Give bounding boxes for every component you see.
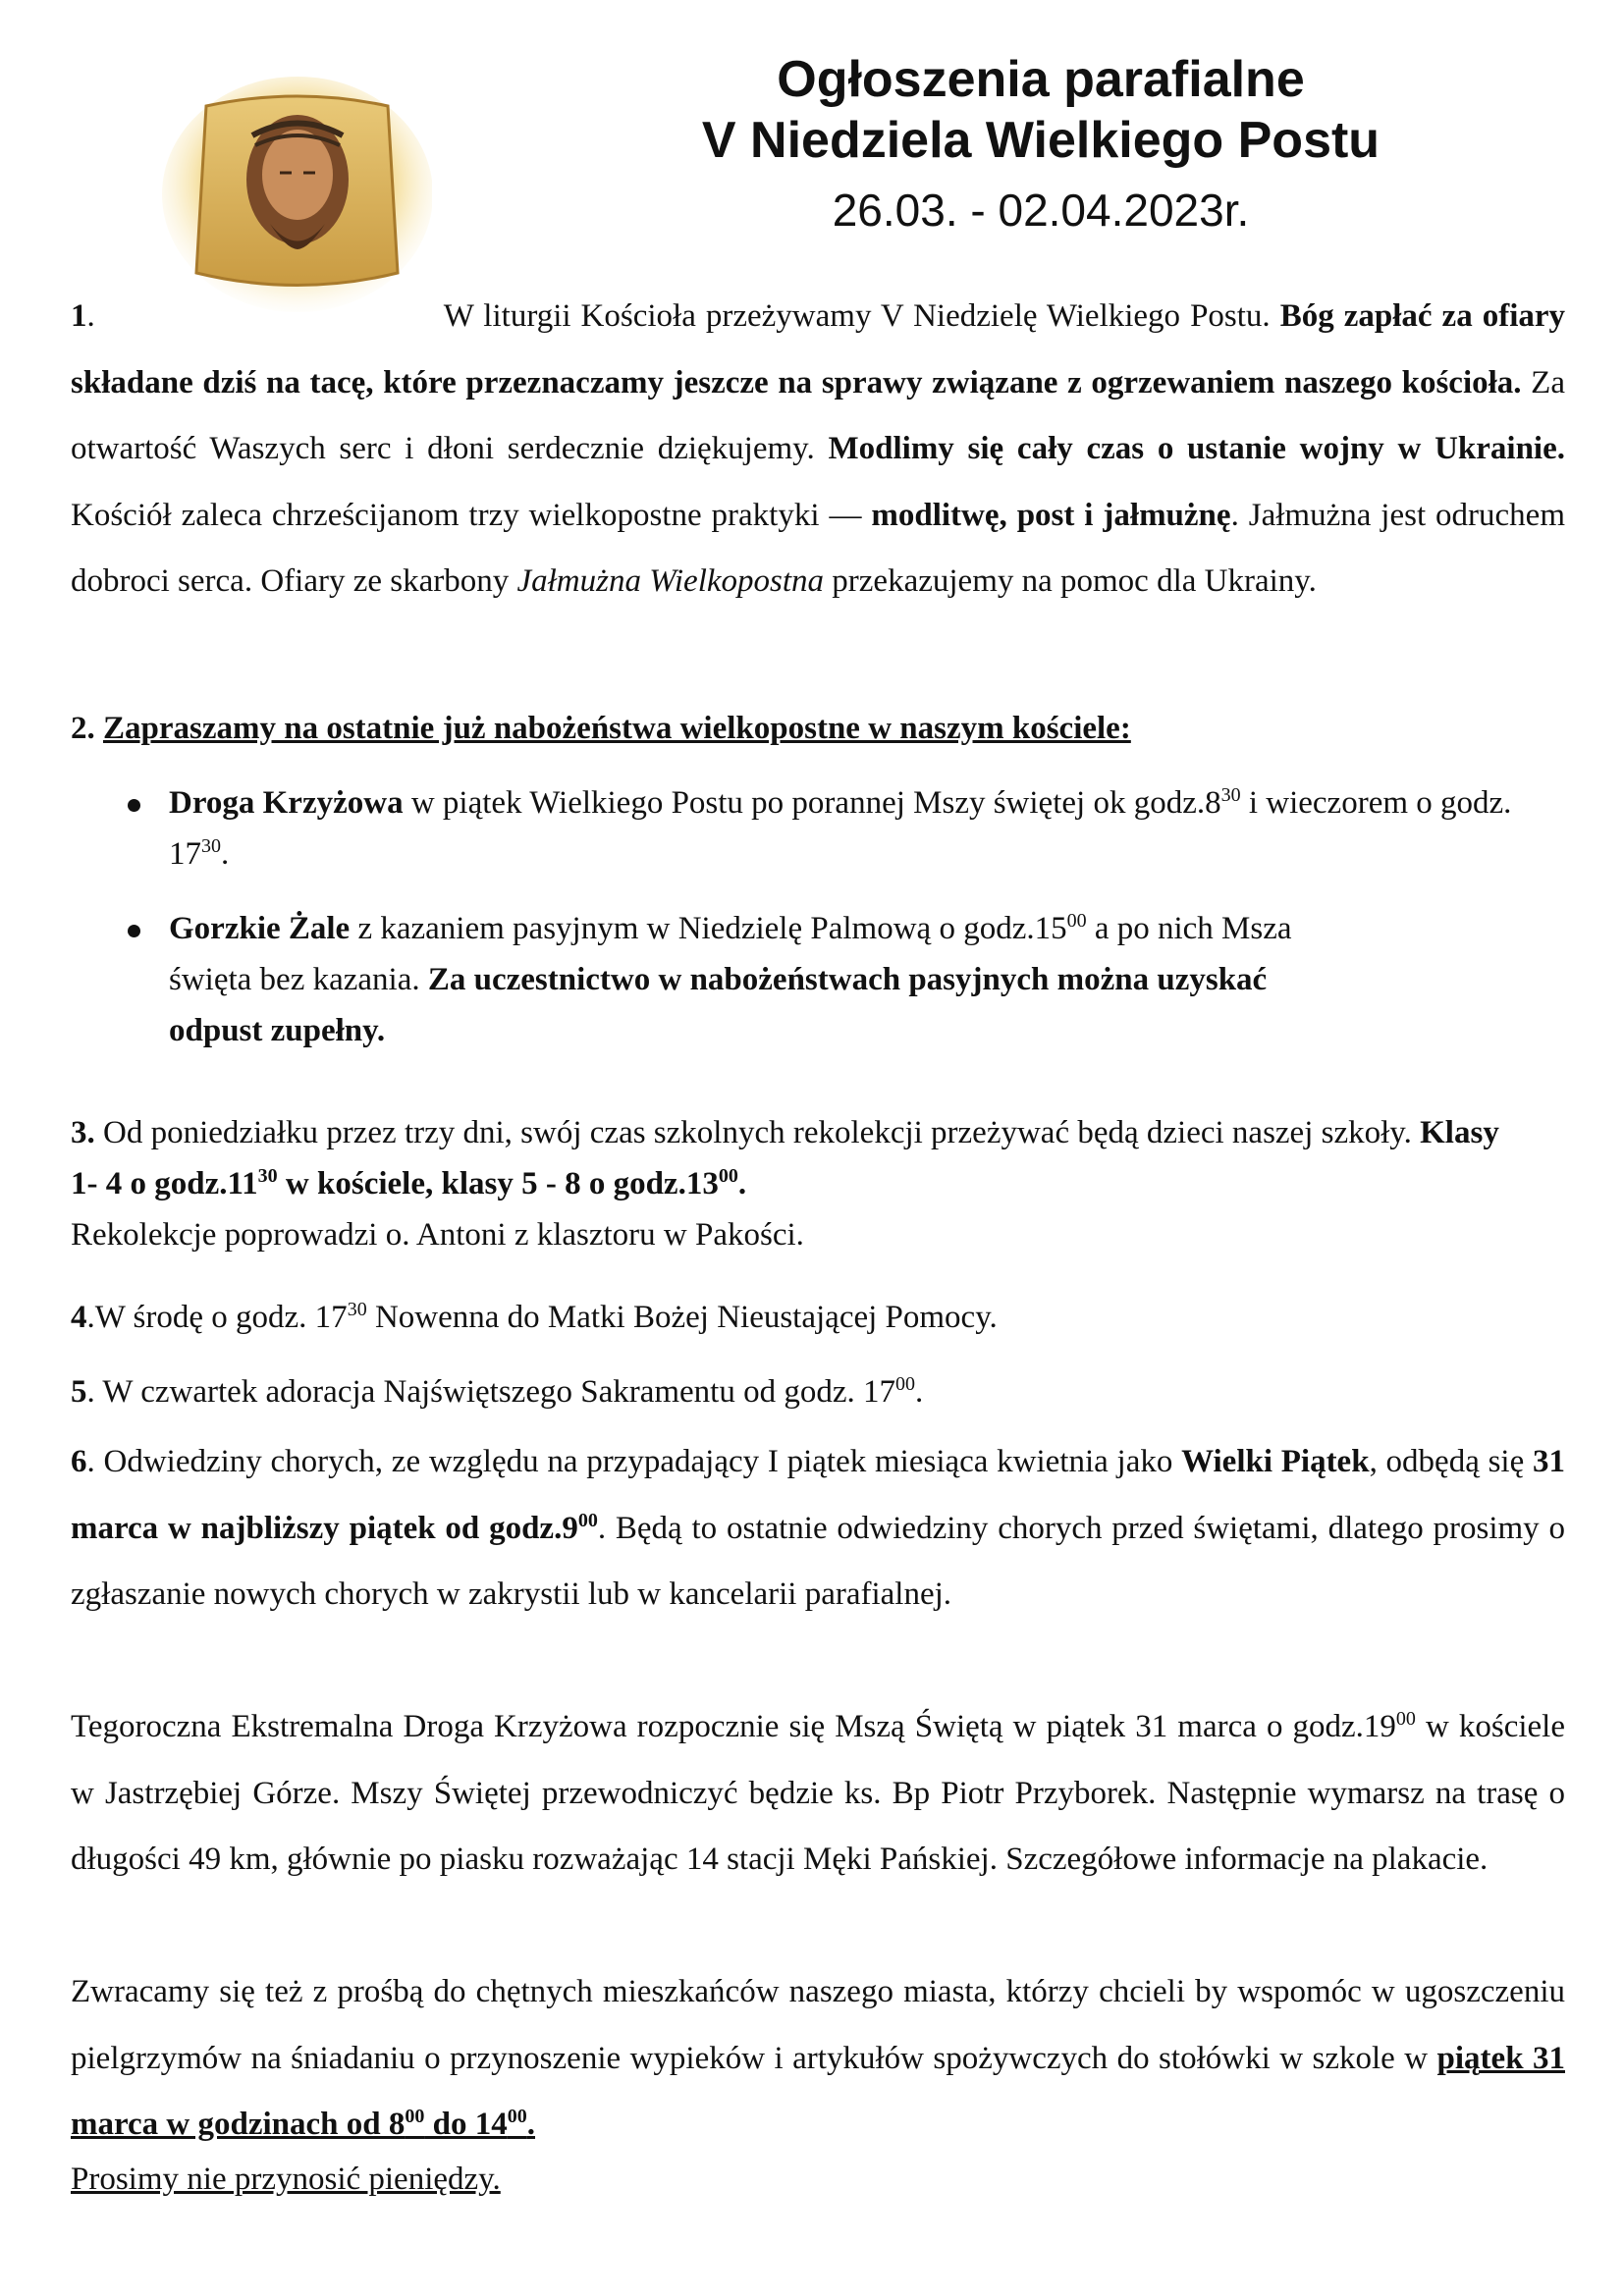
- text: w kościele, klasy 5 - 8 o godz.13: [277, 1166, 719, 1201]
- list-item: [71, 903, 1565, 1056]
- text: .: [526, 2107, 536, 2142]
- text: Od poniedziałku przez trzy dni, swój czas szkolnych rekolekcji przeżywać będą dzieci naszej szkoły.: [94, 1115, 1421, 1150]
- item-number: 3.: [71, 1115, 95, 1150]
- announcement-2: [71, 703, 1565, 1056]
- date-range: 26.03. - 02.04.2023r.: [832, 185, 1250, 236]
- text-bold: Droga Krzyżowa: [169, 785, 404, 821]
- item-number-dot: .: [86, 298, 95, 334]
- announcement-1: [71, 284, 1565, 615]
- superscript: 00: [1395, 1708, 1416, 1730]
- superscript: 00: [405, 2106, 425, 2127]
- item-number: 2.: [71, 711, 95, 746]
- text: Za otwartość Waszych serc i dłoni serdecznie dziękujemy.: [71, 364, 1565, 466]
- text: Kościół zaleca chrześcijanom trzy wielkopostne praktyki —: [71, 497, 872, 533]
- holy-face-veil-icon: [162, 77, 432, 312]
- list-item: [71, 777, 1565, 880]
- text-bold: Gorzkie Żale: [169, 911, 351, 946]
- superscript: 30: [257, 1165, 278, 1187]
- superscript: 30: [347, 1299, 367, 1320]
- announcement-7: [71, 1694, 1565, 1894]
- superscript: 00: [577, 1509, 598, 1531]
- closing-note: Prosimy nie przynosić pieniędzy.: [71, 2162, 501, 2197]
- text: . Będą to ostatnie odwiedziny chorych przed świętami, dlatego prosimy o zgłaszanie nowych chorych w zakrystii lub w kancelarii parafialnej.: [71, 1510, 1565, 1612]
- text: przekazujemy na pomoc dla Ukrainy.: [824, 563, 1317, 599]
- title-line-1: Ogłoszenia parafialne: [777, 51, 1305, 108]
- section-heading: Zapraszamy na ostatnie już nabożeństwa wielkopostne w naszym kościele:: [103, 711, 1131, 746]
- superscript: 30: [1220, 784, 1241, 806]
- text: .: [221, 836, 230, 872]
- text: piątek 31 marca w godzinach od 8: [71, 2040, 1565, 2142]
- announcement-3: [71, 1107, 1565, 1260]
- text-bold: Bóg zapłać za ofiary składane dziś na tacę, które przeznaczamy jeszcze na sprawy związane z ogrzewaniem naszego kościoła.: [71, 298, 1566, 400]
- superscript: 00: [718, 1165, 738, 1187]
- announcement-5: [71, 1366, 1565, 1417]
- text-bold: Wielki Piątek: [1181, 1444, 1370, 1479]
- text-bold: Modlimy się cały czas o ustanie wojny w Ukrainie.: [828, 431, 1565, 466]
- text: z kazaniem pasyjnym w Niedzielę Palmową o godz.15: [350, 911, 1067, 946]
- text: Tegoroczna Ekstremalna Droga Krzyżowa rozpocznie się Mszą Świętą w piątek 31 marca o godz.19: [71, 1709, 1396, 1744]
- superscript: 30: [201, 835, 221, 857]
- item-number: 1: [71, 298, 87, 334]
- announcement-4: [71, 1292, 1565, 1343]
- text: W liturgii Kościoła przeżywamy V Niedzielę Wielkiego Postu.: [443, 298, 1280, 334]
- superscript: 00: [1066, 910, 1087, 932]
- text: .: [915, 1374, 924, 1410]
- item-number: 4: [71, 1300, 87, 1335]
- text: . W czwartek adoracja Najświętszego Sakramentu od godz. 17: [86, 1374, 895, 1410]
- superscript: 00: [895, 1373, 915, 1395]
- superscript: 00: [507, 2106, 527, 2127]
- item-number: 6: [71, 1444, 87, 1479]
- text: Nowenna do Matki Bożej Nieustającej Pomocy.: [366, 1300, 998, 1335]
- item-number: 5: [71, 1374, 87, 1410]
- text-italic: Jałmużna Wielkopostna: [516, 563, 825, 599]
- announcement-8: [71, 1959, 1565, 2159]
- text: do 14: [424, 2107, 508, 2142]
- bullet-icon: [128, 799, 140, 812]
- text-bold: modlitwę, post i jałmużnę: [871, 497, 1231, 533]
- bullet-icon: [128, 925, 140, 937]
- announcement-6: [71, 1429, 1565, 1629]
- text-bold: Za uczestnictwo w nabożeństwach pasyjnych można uzyskać odpust zupełny.: [169, 962, 1268, 1048]
- text: 31 marca w najbliższy piątek od godz.9: [71, 1444, 1565, 1546]
- text: Klasy 1- 4 o godz.11: [71, 1115, 1499, 1201]
- text: .: [737, 1166, 747, 1201]
- text: a po nich Msza święta bez kazania.: [169, 911, 1292, 997]
- text: Zwracamy się też z prośbą do chętnych mieszkańców naszego miasta, którzy chcieli by wspomóc w ugoszczeniu pielgrzymów na śniadaniu o przynoszenie wypieków i artykułów spożywczych do stołówki w szkole w: [71, 1974, 1565, 2076]
- title-line-2: V Niedziela Wielkiego Postu: [701, 112, 1380, 169]
- text: w piątek Wielkiego Postu po porannej Mszy świętej ok godz.8: [403, 785, 1221, 821]
- text: w kościele w Jastrzębiej Górze. Mszy Świętej przewodniczyć będzie ks. Bp Piotr Przyborek. Następnie wymarsz na trasę o długości 49 km, głównie po piasku rozważając 14 stacji Męki Pańskiej. Szczegółowe informacje na plakacie.: [71, 1709, 1566, 1877]
- text: .W środę o godz. 17: [86, 1300, 348, 1335]
- text: . Jałmużna jest odruchem dobroci serca. Ofiary ze skarbony: [71, 497, 1565, 599]
- text: , odbędą się: [1369, 1444, 1533, 1479]
- text: i wieczorem o godz. 17: [169, 785, 1512, 872]
- text: . Odwiedziny chorych, ze względu na przypadający I piątek miesiąca kwietnia jako: [86, 1444, 1182, 1479]
- text: Rekolekcje poprowadzi o. Antoni z klasztoru w Pakości.: [71, 1217, 804, 1253]
